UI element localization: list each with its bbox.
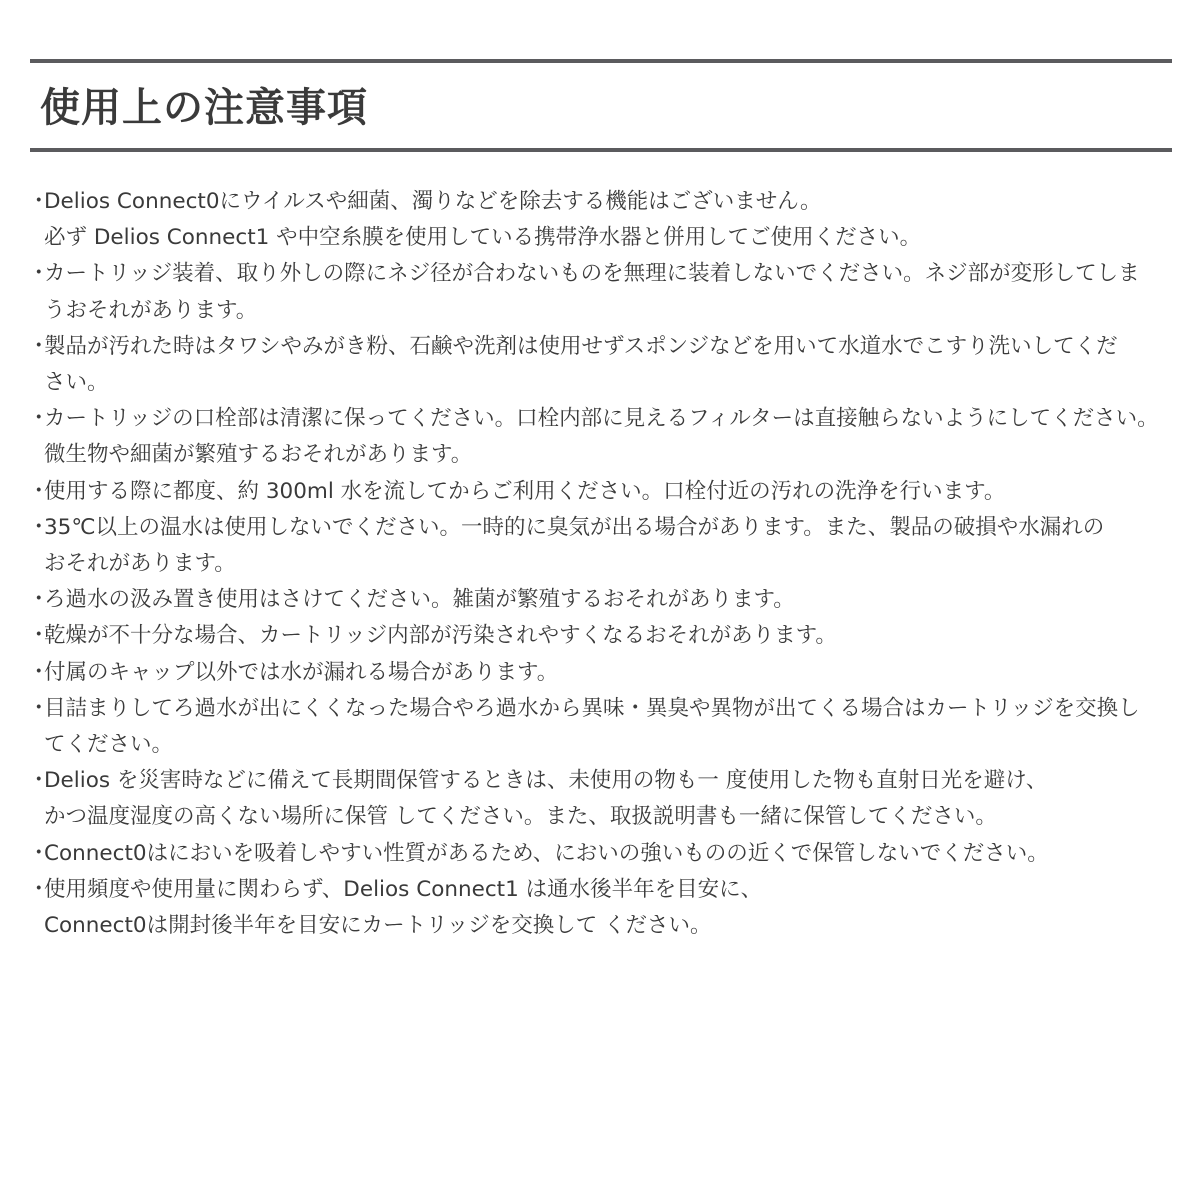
- caution-item: [28, 691, 1188, 763]
- caution-line: 必ず Delios Connect1 や中空糸膜を使用している携帯浄水器と併用してご使用ください。: [44, 225, 922, 251]
- caution-line: かつ温度湿度の高くない場所に保管 してください。また、取扱説明書も一緒に保管してください。: [44, 804, 997, 830]
- caution-line: ろ過水の汲み置き使用はさけてください。雑菌が繁殖するおそれがあります。: [44, 587, 795, 613]
- caution-item: [28, 836, 1188, 872]
- caution-line: 35℃以上の温水は使用しないでください。一時的に臭気が出る場合があります。また、製品の破損や水漏れの: [44, 514, 1105, 540]
- caution-line: 使用する際に都度、約 300ml 水を流してからご利用ください。口栓付近の汚れの洗浄を行います。: [44, 478, 1006, 504]
- caution-line: 製品が汚れた時はタワシやみがき粉、石鹸や洗剤は使用せずスポンジなどを用いて水道水でこすり洗いしてくだ: [44, 333, 1118, 359]
- caution-line: うおそれがあります。: [44, 297, 258, 323]
- bullet-mark: ・: [28, 514, 50, 540]
- caution-item: [28, 763, 1188, 835]
- caution-line: 付属のキャップ以外では水が漏れる場合があります。: [44, 659, 559, 685]
- caution-item: [28, 618, 1188, 654]
- caution-line: 微生物や細菌が繁殖するおそれがあります。: [44, 442, 473, 468]
- caution-line: カートリッジの口栓部は清潔に保ってください。口栓内部に見えるフィルターは直接触らないようにしてください。: [44, 406, 1159, 432]
- bullet-mark: ・: [28, 333, 50, 359]
- caution-line: カートリッジ装着、取り外しの際にネジ径が合わないものを無理に装着しないでください。ネジ部が変形してしま: [44, 261, 1140, 287]
- caution-list: [28, 184, 1188, 944]
- caution-item: [28, 184, 1188, 256]
- bullet-mark: ・: [28, 695, 50, 721]
- caution-line: おそれがあります。: [44, 551, 236, 577]
- caution-line: さい。: [44, 370, 109, 396]
- bullet-mark: ・: [28, 478, 50, 504]
- caution-line: 目詰まりしてろ過水が出にくくなった場合やろ過水から異味・異臭や異物が出てくる場合はカートリッジを交換し: [44, 695, 1140, 721]
- bullet-mark: ・: [28, 768, 50, 794]
- bullet-mark: ・: [28, 406, 50, 432]
- page-title: 使用上の注意事項: [40, 85, 368, 131]
- caution-line: Connect0は開封後半年を目安にカートリッジを交換して ください。: [44, 913, 712, 939]
- caution-line: Delios を災害時などに備えて長期間保管するときは、未使用の物も一 度使用した物も直射日光を避け、: [44, 768, 1048, 794]
- caution-item: [28, 474, 1188, 510]
- caution-item: [28, 655, 1188, 691]
- header-top-rule: [30, 59, 1172, 63]
- caution-line: Delios Connect0にウイルスや細菌、濁りなどを除去する機能はございません。: [44, 189, 822, 214]
- caution-item: [28, 510, 1188, 582]
- bullet-mark: ・: [28, 587, 50, 613]
- caution-line: 使用頻度や使用量に関わらず、Delios Connect1 は通水後半年を目安に、: [44, 876, 763, 902]
- caution-item: [28, 256, 1188, 328]
- caution-item: [28, 872, 1188, 944]
- bullet-mark: ・: [28, 659, 50, 685]
- bullet-mark: ・: [28, 189, 50, 214]
- caution-item: [28, 329, 1188, 401]
- caution-line: てください。: [44, 732, 174, 758]
- header-bottom-rule: [30, 148, 1172, 152]
- bullet-mark: ・: [28, 840, 50, 866]
- caution-line: Connect0はにおいを吸着しやすい性質があるため、においの強いものの近くで保管しないでください。: [44, 840, 1049, 866]
- caution-line: 乾燥が不十分な場合、カートリッジ内部が汚染されやすくなるおそれがあります。: [44, 623, 837, 649]
- caution-item: [28, 582, 1188, 618]
- bullet-mark: ・: [28, 261, 50, 287]
- caution-item: [28, 401, 1188, 473]
- bullet-mark: ・: [28, 876, 50, 902]
- bullet-mark: ・: [28, 623, 50, 649]
